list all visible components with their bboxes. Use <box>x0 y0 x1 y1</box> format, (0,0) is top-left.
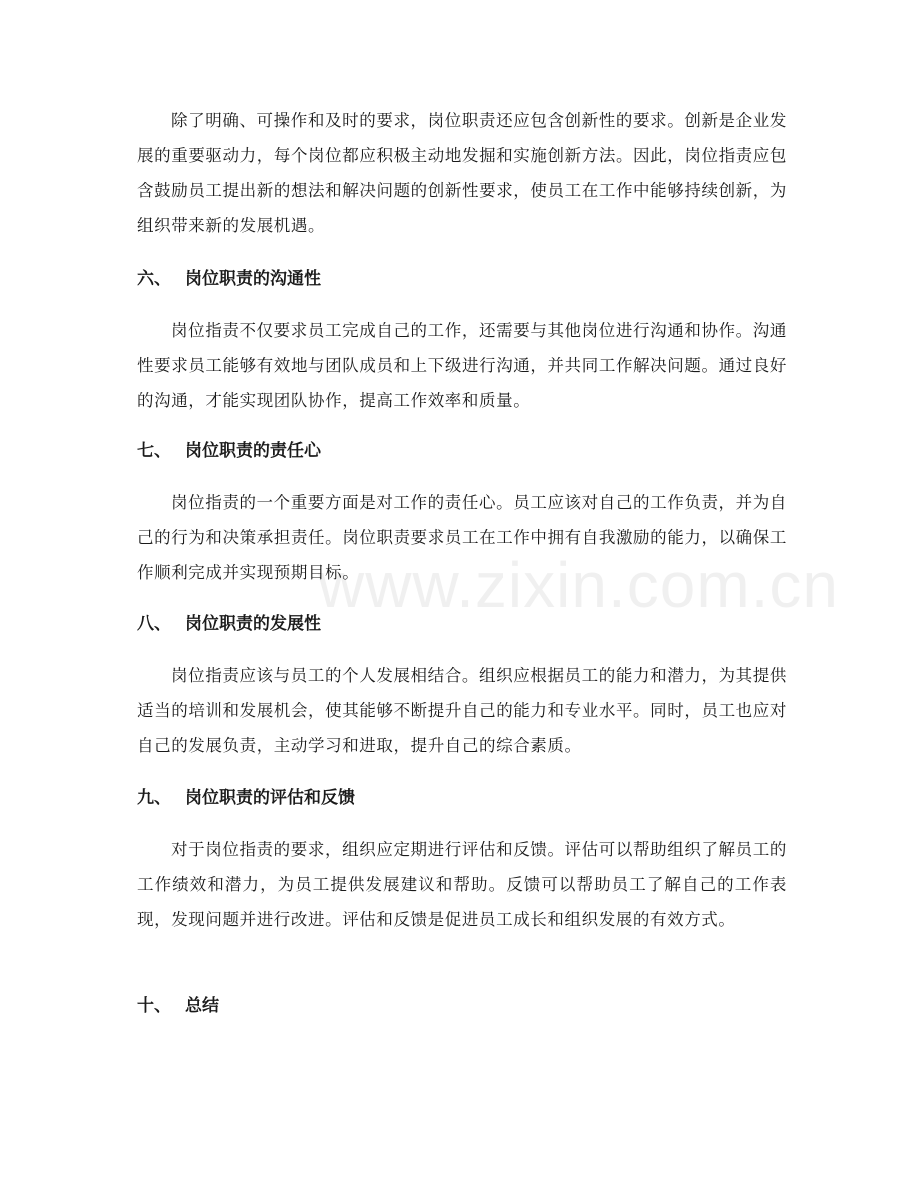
section-number: 八、 <box>137 614 171 634</box>
section-title: 岗位职责的责任心 <box>185 441 321 461</box>
section-number: 九、 <box>137 788 171 808</box>
section-heading-10 <box>137 994 219 1018</box>
section-title: 总结 <box>185 996 219 1016</box>
section-heading-6 <box>137 267 321 291</box>
paragraph-communication: 岗位指责不仅要求员工完成自己的工作，还需要与其他岗位进行沟通和协作。沟通性要求员工能够有效地与团队成员和上下级进行沟通，并共同工作解决问题。通过良好的沟通，才能实现团队协作，提高工作效率和质量。 <box>137 321 787 410</box>
section-heading-9 <box>137 786 355 810</box>
section-title: 岗位职责的沟通性 <box>185 269 321 289</box>
section-title: 岗位职责的评估和反馈 <box>185 788 355 808</box>
section-heading-8 <box>137 612 321 636</box>
section-number: 十、 <box>137 996 171 1016</box>
section-number: 七、 <box>137 441 171 461</box>
watermark-text: www.zixin.com.cn <box>318 549 839 621</box>
section-title: 岗位职责的发展性 <box>185 614 321 634</box>
paragraph-evaluation: 对于岗位指责的要求，组织应定期进行评估和反馈。评估可以帮助组织了解员工的工作绩效和潜力，为员工提供发展建议和帮助。反馈可以帮助员工了解自己的工作表现，发现问题并进行改进。评估和反馈是促进员工成长和组织发展的有效方式。 <box>137 840 787 929</box>
section-heading-7 <box>137 439 321 463</box>
paragraph-responsibility: 岗位指责的一个重要方面是对工作的责任心。员工应该对自己的工作负责，并为自己的行为和决策承担责任。岗位职责要求员工在工作中拥有自我激励的能力，以确保工作顺利完成并实现预期目标。 <box>137 493 787 582</box>
paragraph-development: 岗位指责应该与员工的个人发展相结合。组织应根据员工的能力和潜力，为其提供适当的培训和发展机会，使其能够不断提升自己的能力和专业水平。同时，员工也应对自己的发展负责，主动学习和进取，提升自己的综合素质。 <box>137 666 787 755</box>
section-number: 六、 <box>137 269 171 289</box>
paragraph-innovation: 除了明确、可操作和及时的要求，岗位职责还应包含创新性的要求。创新是企业发展的重要驱动力，每个岗位都应积极主动地发掘和实施创新方法。因此，岗位指责应包含鼓励员工提出新的想法和解决问题的创新性要求，使员工在工作中能够持续创新，为组织带来新的发展机遇。 <box>137 111 787 235</box>
